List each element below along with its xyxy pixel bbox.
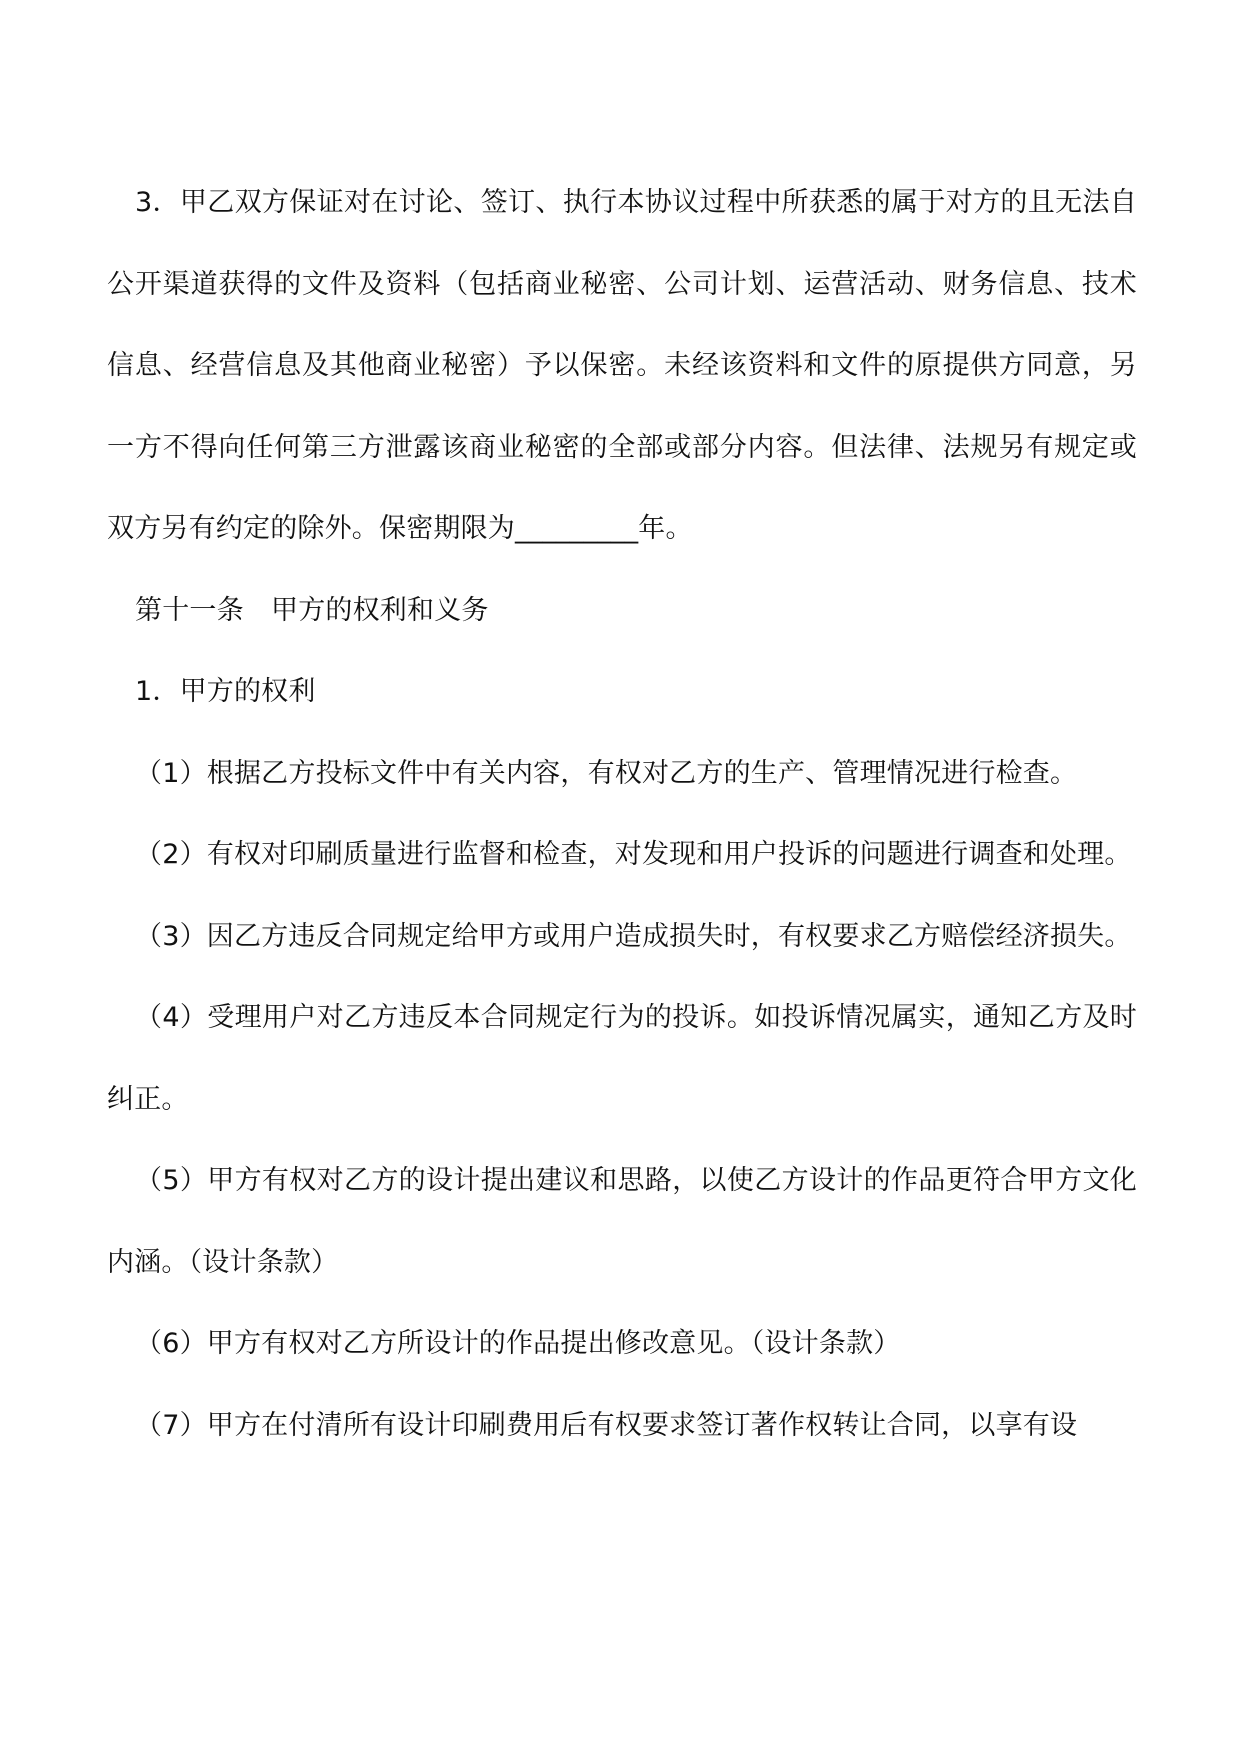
document-body [107, 162, 1137, 1466]
list-item-right-7: （7）甲方在付清所有设计印刷费用后有权要求签订著作权转让合同，以享有设 [135, 1409, 1078, 1441]
list-item-right-4: （4）受理用户对乙方违反本合同规定行为的投诉。如投诉情况属实，通知乙方及时纠正。 [107, 1002, 1137, 1115]
section-heading-article-11: 第十一条 甲方的权利和义务 [135, 594, 489, 626]
list-item-right-5: （5）甲方有权对乙方的设计提出建议和思路，以使乙方设计的作品更符合甲方文化内涵。（设计条款） [107, 1165, 1137, 1278]
paragraph-confidentiality: 3．甲乙双方保证对在讨论、签订、执行本协议过程中所获悉的属于对方的且无法自公开渠道获得的文件及资料（包括商业秘密、公司计划、运营活动、财务信息、技术信息、经营信息及其他商业秘密）予以保密。未经该资料和文件的原提供方同意，另一方不得向任何第三方泄露该商业秘密的全部或部分内容。但法律、法规另有规定或双方另有约定的除外。保密期限为_________年。 [107, 187, 1137, 544]
list-item-right-3: （3）因乙方违反合同规定给甲方或用户造成损失时，有权要求乙方赔偿经济损失。 [135, 920, 1132, 952]
list-item-right-2: （2）有权对印刷质量进行监督和检查，对发现和用户投诉的问题进行调查和处理。 [135, 839, 1132, 870]
list-item-right-1: （1）根据乙方投标文件中有关内容，有权对乙方的生产、管理情况进行检查。 [135, 757, 1078, 789]
list-item-right-6: （6）甲方有权对乙方所设计的作品提出修改意见。（设计条款） [135, 1328, 901, 1359]
subheading-party-a-rights: 1．甲方的权利 [135, 676, 316, 707]
